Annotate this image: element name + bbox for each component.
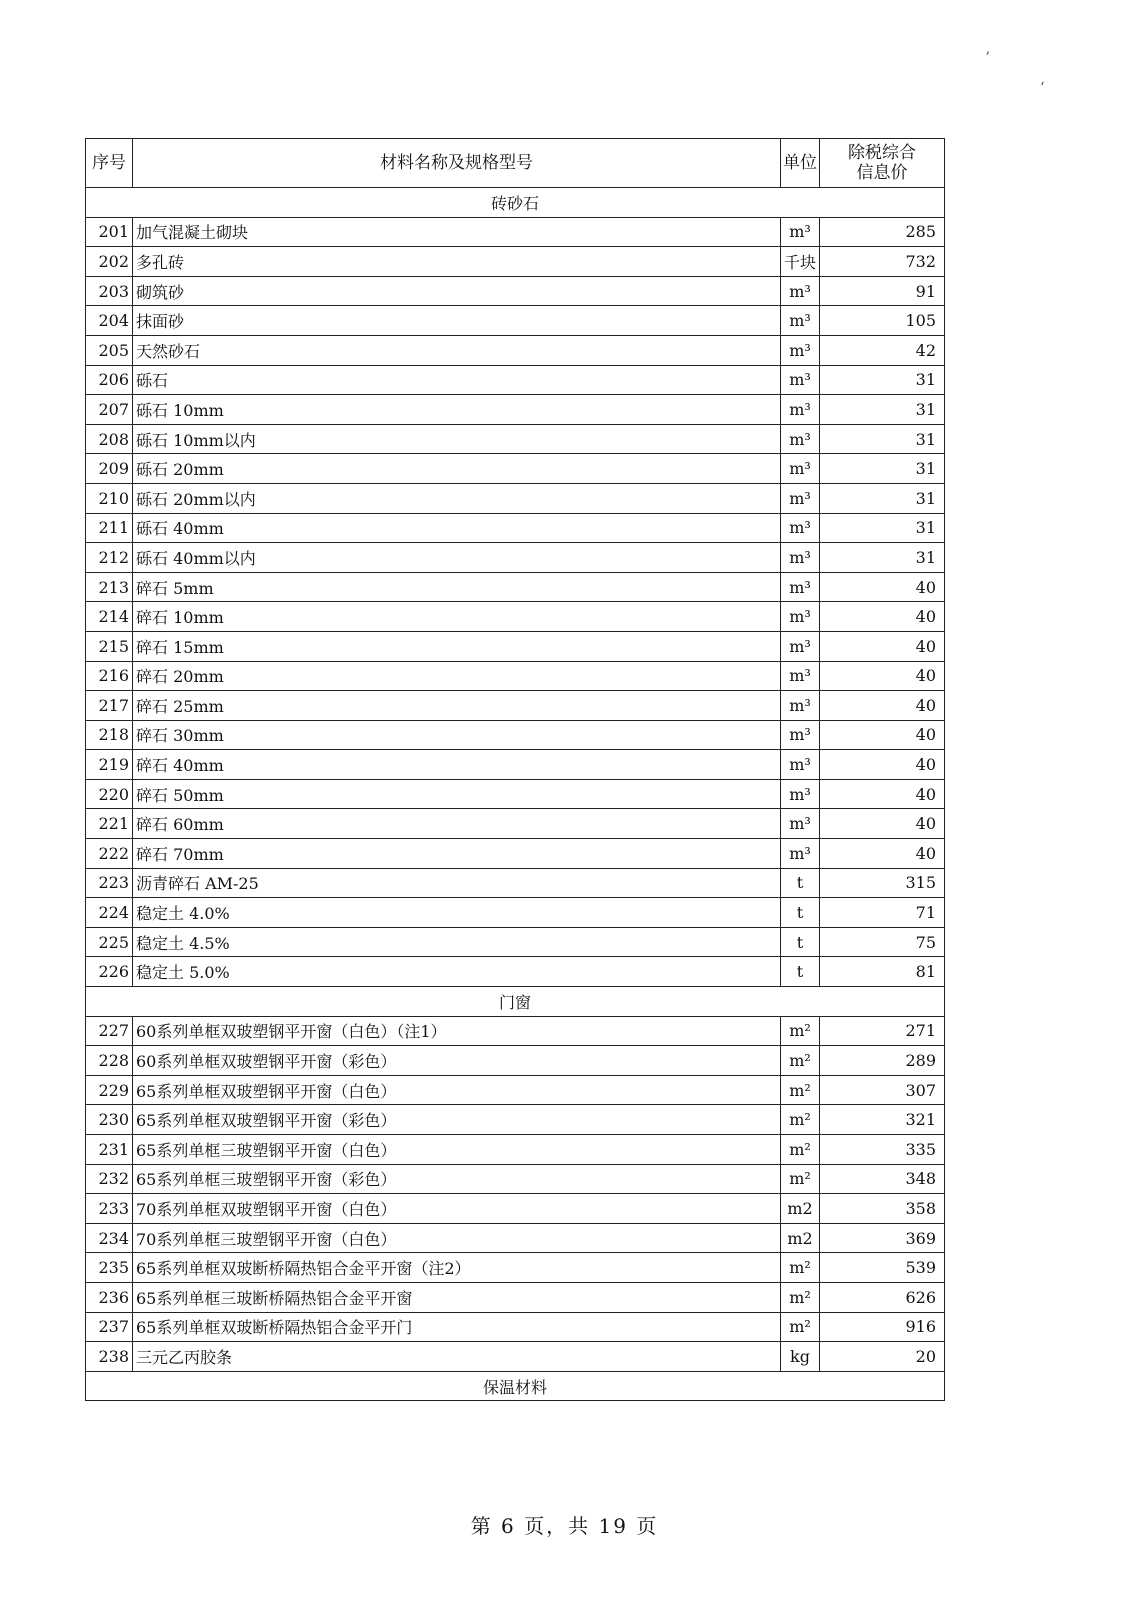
cell-unit: m³ [781,779,820,809]
table-row [86,631,945,661]
cell-unit: m³ [781,750,820,780]
header-price-line1: 除税综合 [848,143,916,163]
cell-name: 沥青碎石 AM-25 [133,868,781,898]
header-price-line2: 信息价 [856,163,908,183]
cell-price: 358 [820,1194,945,1224]
cell-unit: m² [781,1105,820,1135]
cell-price: 289 [820,1046,945,1076]
cell-unit: m³ [781,839,820,869]
header-unit: 单位 [781,139,820,188]
table-row [86,513,945,543]
cell-price: 626 [820,1282,945,1312]
cell-no: 207 [86,395,133,425]
cell-price: 71 [820,898,945,928]
cell-name: 碎石 70mm [133,839,781,869]
cell-no: 217 [86,691,133,721]
cell-unit: m³ [781,335,820,365]
table-row [86,395,945,425]
table-row [86,868,945,898]
cell-price: 31 [820,395,945,425]
cell-unit: m² [781,1016,820,1046]
cell-price: 31 [820,424,945,454]
cell-price: 91 [820,276,945,306]
table-row [86,1253,945,1283]
table-row [86,306,945,336]
cell-name: 65系列单框双玻断桥隔热铝合金平开窗（注2） [133,1253,781,1283]
cell-no: 229 [86,1075,133,1105]
scan-speck: ʼ [985,50,990,66]
cell-unit: m² [781,1075,820,1105]
cell-price: 315 [820,868,945,898]
cell-name: 碎石 50mm [133,779,781,809]
cell-unit: m² [781,1164,820,1194]
cell-unit: m³ [781,720,820,750]
table-row [86,572,945,602]
cell-price: 307 [820,1075,945,1105]
cell-name: 70系列单框双玻塑钢平开窗（白色） [133,1194,781,1224]
cell-price: 335 [820,1135,945,1165]
cell-name: 稳定土 4.5% [133,927,781,957]
cell-no: 234 [86,1223,133,1253]
cell-unit: m³ [781,691,820,721]
section-title: 砖砂石 [86,188,945,218]
cell-price: 732 [820,247,945,277]
cell-no: 209 [86,454,133,484]
cell-unit: m³ [781,395,820,425]
cell-unit: m² [781,1282,820,1312]
cell-price: 40 [820,661,945,691]
cell-no: 233 [86,1194,133,1224]
table-row [86,217,945,247]
cell-unit: m³ [781,365,820,395]
cell-name: 碎石 5mm [133,572,781,602]
table-body [86,188,945,1401]
cell-unit: t [781,868,820,898]
cell-no: 218 [86,720,133,750]
cell-price: 40 [820,779,945,809]
table-row [86,335,945,365]
cell-name: 65系列单框双玻断桥隔热铝合金平开门 [133,1312,781,1342]
cell-price: 31 [820,543,945,573]
cell-name: 砾石 20mm以内 [133,483,781,513]
cell-price: 105 [820,306,945,336]
cell-price: 539 [820,1253,945,1283]
cell-name: 砌筑砂 [133,276,781,306]
table-row [86,424,945,454]
cell-price: 40 [820,720,945,750]
cell-unit: m² [781,1046,820,1076]
cell-name: 65系列单框三玻塑钢平开窗（白色） [133,1135,781,1165]
cell-unit: m² [781,1312,820,1342]
cell-name: 砾石 20mm [133,454,781,484]
cell-no: 215 [86,631,133,661]
cell-no: 216 [86,661,133,691]
cell-no: 208 [86,424,133,454]
cell-no: 220 [86,779,133,809]
cell-no: 236 [86,1282,133,1312]
cell-no: 226 [86,957,133,987]
cell-no: 225 [86,927,133,957]
cell-unit: m³ [781,602,820,632]
cell-no: 227 [86,1016,133,1046]
cell-no: 213 [86,572,133,602]
cell-no: 221 [86,809,133,839]
cell-price: 42 [820,335,945,365]
cell-price: 31 [820,483,945,513]
cell-no: 230 [86,1105,133,1135]
cell-unit: m³ [781,631,820,661]
scan-speck: ʻ [1040,80,1045,96]
cell-name: 砾石 [133,365,781,395]
cell-name: 稳定土 5.0% [133,957,781,987]
cell-name: 碎石 60mm [133,809,781,839]
table-row [86,276,945,306]
cell-unit: m² [781,1135,820,1165]
cell-unit: t [781,898,820,928]
table-row [86,661,945,691]
table-row [86,602,945,632]
price-table [85,138,945,1401]
cell-price: 321 [820,1105,945,1135]
table-row [86,691,945,721]
cell-unit: m³ [781,809,820,839]
cell-no: 232 [86,1164,133,1194]
cell-no: 206 [86,365,133,395]
cell-no: 224 [86,898,133,928]
cell-price: 81 [820,957,945,987]
cell-unit: m³ [781,276,820,306]
cell-unit: m2 [781,1194,820,1224]
cell-name: 65系列单框三玻塑钢平开窗（彩色） [133,1164,781,1194]
cell-no: 202 [86,247,133,277]
cell-unit: m2 [781,1223,820,1253]
cell-name: 三元乙丙胶条 [133,1342,781,1372]
cell-name: 天然砂石 [133,335,781,365]
cell-price: 31 [820,513,945,543]
section-header-row [86,987,945,1017]
cell-name: 碎石 25mm [133,691,781,721]
cell-price: 40 [820,691,945,721]
cell-unit: m³ [781,454,820,484]
cell-no: 201 [86,217,133,247]
cell-name: 60系列单框双玻塑钢平开窗（白色）（注1） [133,1016,781,1046]
cell-price: 40 [820,572,945,602]
cell-price: 40 [820,602,945,632]
cell-no: 223 [86,868,133,898]
table-row [86,1046,945,1076]
cell-unit: t [781,957,820,987]
cell-no: 203 [86,276,133,306]
cell-no: 214 [86,602,133,632]
cell-name: 碎石 20mm [133,661,781,691]
cell-name: 抹面砂 [133,306,781,336]
table-row [86,1016,945,1046]
cell-name: 碎石 30mm [133,720,781,750]
cell-unit: m² [781,1253,820,1283]
table-header-row [86,139,945,188]
cell-name: 多孔砖 [133,247,781,277]
cell-name: 碎石 15mm [133,631,781,661]
table-row [86,1075,945,1105]
table-row [86,750,945,780]
cell-unit: m³ [781,513,820,543]
cell-unit: m³ [781,217,820,247]
cell-name: 65系列单框双玻塑钢平开窗（彩色） [133,1105,781,1135]
cell-no: 235 [86,1253,133,1283]
table-row [86,839,945,869]
cell-name: 加气混凝土砌块 [133,217,781,247]
cell-price: 40 [820,631,945,661]
cell-unit: m³ [781,483,820,513]
section-title: 门窗 [86,987,945,1017]
table-row [86,1223,945,1253]
cell-unit: m³ [781,543,820,573]
cell-name: 砾石 40mm以内 [133,543,781,573]
cell-unit: 千块 [781,247,820,277]
cell-no: 219 [86,750,133,780]
cell-name: 稳定土 4.0% [133,898,781,928]
cell-price: 31 [820,365,945,395]
header-no: 序号 [86,139,133,188]
cell-no: 212 [86,543,133,573]
cell-name: 碎石 10mm [133,602,781,632]
cell-name: 碎石 40mm [133,750,781,780]
cell-unit: m³ [781,661,820,691]
table-row [86,927,945,957]
cell-no: 210 [86,483,133,513]
table-row [86,1194,945,1224]
cell-name: 65系列单框双玻塑钢平开窗（白色） [133,1075,781,1105]
table-row [86,957,945,987]
cell-name: 砾石 10mm以内 [133,424,781,454]
table-row [86,1164,945,1194]
cell-unit: t [781,927,820,957]
cell-no: 231 [86,1135,133,1165]
cell-no: 222 [86,839,133,869]
cell-price: 369 [820,1223,945,1253]
cell-name: 60系列单框双玻塑钢平开窗（彩色） [133,1046,781,1076]
page-number: 第 6 页，共 19 页 [470,1514,659,1538]
cell-price: 348 [820,1164,945,1194]
header-price [820,139,945,188]
cell-unit: m³ [781,306,820,336]
table-row [86,1135,945,1165]
cell-no: 205 [86,335,133,365]
cell-name: 砾石 40mm [133,513,781,543]
section-header-row [86,188,945,218]
cell-price: 285 [820,217,945,247]
table-row [86,1105,945,1135]
cell-price: 40 [820,809,945,839]
table-row [86,543,945,573]
cell-no: 228 [86,1046,133,1076]
cell-price: 75 [820,927,945,957]
table-row [86,247,945,277]
cell-price: 20 [820,1342,945,1372]
table-row [86,365,945,395]
cell-unit: m³ [781,424,820,454]
cell-price: 40 [820,750,945,780]
table-row [86,1312,945,1342]
cell-no: 237 [86,1312,133,1342]
table-row [86,1342,945,1372]
cell-no: 204 [86,306,133,336]
table-row [86,720,945,750]
cell-price: 271 [820,1016,945,1046]
cell-no: 211 [86,513,133,543]
cell-unit: kg [781,1342,820,1372]
table-row [86,1282,945,1312]
cell-price: 916 [820,1312,945,1342]
cell-no: 238 [86,1342,133,1372]
table-row [86,809,945,839]
cell-price: 31 [820,454,945,484]
table-row [86,454,945,484]
section-header-row [86,1371,945,1401]
cell-name: 砾石 10mm [133,395,781,425]
table-row [86,898,945,928]
cell-name: 70系列单框三玻塑钢平开窗（白色） [133,1223,781,1253]
section-title: 保温材料 [86,1371,945,1401]
header-name: 材料名称及规格型号 [133,139,781,188]
cell-unit: m³ [781,572,820,602]
table-row [86,779,945,809]
table-row [86,483,945,513]
cell-name: 65系列单框三玻断桥隔热铝合金平开窗 [133,1282,781,1312]
cell-price: 40 [820,839,945,869]
